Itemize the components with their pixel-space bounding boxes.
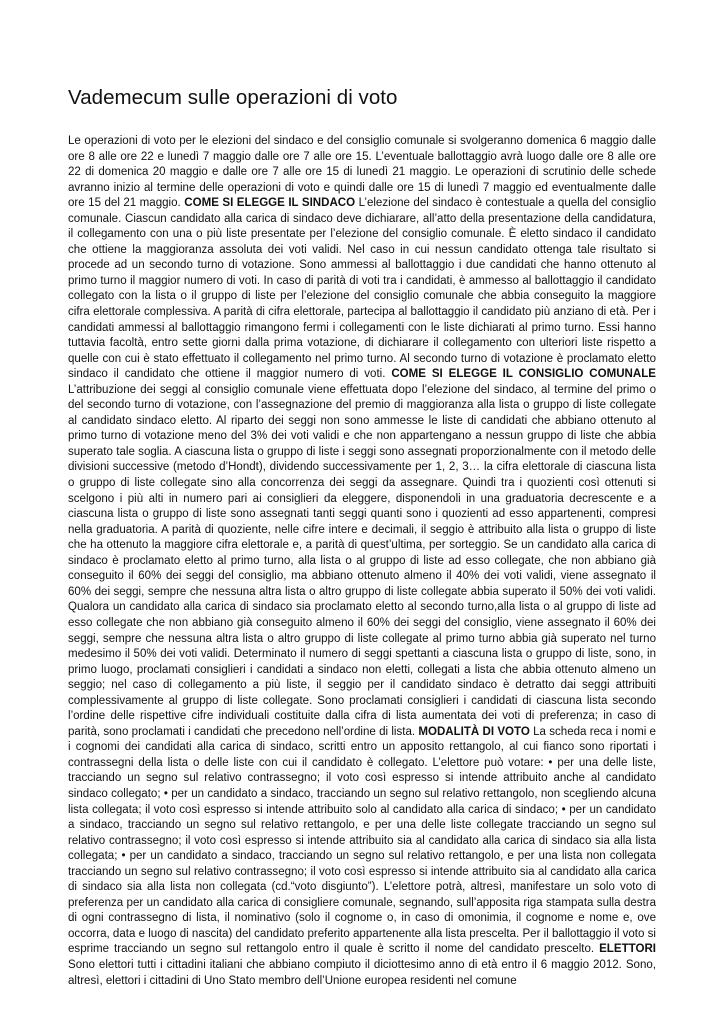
section-text-elettori: Sono elettori tutti i cittadini italiani che abbiano compiuto il diciottesimo anno di età entro il 6 maggio 2012. Sono, altresì, elettori i cittadini di Uno Stato membro dell’Unione europea residenti nel comune [68, 958, 656, 987]
section-text-consiglio: L’attribuzione dei seggi al consiglio comunale viene effettuata dopo l’elezione del sindaco, al termine del primo o del secondo turno di votazione, con l’assegnazione del premio di maggioranza alla lista o gruppo di liste collegate al candidato sindaco eletto. Al riparto dei seggi non sono ammesse le liste di candidati che abbiano ottenuto al primo turno di votazione meno del 3% dei voti validi e che non appartengano a nessun gruppo di liste che abbia superato tale soglia. A ciascuna lista o gruppo di liste i seggi sono assegnati proporzionalmente con il metodo delle divisioni successive (metodo d’Hondt), dividendo successivamente per 1, 2, 3… la cifra elettorale di ciascuna lista o gruppo di liste collegate sino alla concorrenza dei seggi da assegnare. Quindi tra i quozienti così ottenuti si scelgono i più alti in numero pari ai consiglieri da eleggere, disponendoli in una graduatoria decrescente e a ciascuna lista o gruppo di liste sono assegnati tanti seggi quanti sono i quozienti ad esso appartenenti, compresi nella graduatoria. A parità di quoziente, nelle cifre intere e decimali, il seggio è attribuito alla lista o gruppo di liste che ha ottenuto la maggiore cifra elettorale e, a parità di quest’ultima, per sorteggio. Se un candidato alla carica di sindaco è proclamato eletto al primo turno, alla lista o al gruppo di liste ad esso collegate, che non abbiano già conseguito il 60% dei seggi del consiglio, ma abbiano ottenuto almeno il 40% dei voti validi, viene assegnato il 60% dei seggi, sempre che nessuna altra lista o altro gruppo di liste collegate abbia superato il 50% dei voti validi. Qualora un candidato alla carica di sindaco sia proclamato eletto al secondo turno,alla lista o al gruppo di liste ad esso collegate che non abbiano già conseguito almeno il 60% dei seggi del consiglio, viene assegnato il 60% dei seggi, sempre che nessuna altra lista o altro gruppo di liste collegate al primo turno abbia già superato nel turno medesimo il 50% dei voti validi. Determinato il numero di seggi spettanti a ciascuna lista o gruppo di liste, sono, in primo luogo, proclamati consiglieri i candidati a sindaco non eletti, collegati a lista che abbia ottenuto almeno un seggio; nel caso di collegamento a più liste, il seggio per il candidato sindaco è detratto dai seggi attribuiti complessivamente al gruppo di liste collegate. Sono proclamati consiglieri i candidati di ciascuna lista secondo l’ordine delle rispettive cifre individuali costituite dalla cifra di lista aumentata dei voti di preferenza; in caso di parità, sono proclamati i candidati che precedono nell’ordine di lista. [68, 383, 656, 738]
section-text-modalita: La scheda reca i nomi e i cognomi dei candidati alla carica di sindaco, scritti entro un apposito rettangolo, al cui fianco sono riportati i contrassegni della lista o delle liste con cui il candidato è collegato. L’elettore può votare: • per una delle liste, tracciando un segno sul relativo contrassegno; il voto così espresso si intende attribuito anche al candidato sindaco collegato; • per un candidato a sindaco, tracciando un segno sul relativo rettangolo, non scegliendo alcuna lista collegata; il voto così espresso si intende attribuito solo al candidato alla carica di sindaco; • per un candidato a sindaco, tracciando un segno sul relativo rettangolo, e per una delle liste collegate tracciando un segno sul relativo contrassegno; il voto così espresso si intende attribuito sia al candidato alla carica di sindaco sia alla lista collegata; • per un candidato a sindaco, tracciando un segno sul relativo rettangolo, e per una lista non collegata tracciando un segno sul relativo contrassegno; il voto così espresso si intende attribuito sia al candidato alla carica di sindaco sia alla lista non collegata (cd.“voto disgiunto”). L’elettore potrà, altresì, manifestare un solo voto di preferenza per un candidato alla carica di consigliere comunale, segnando, sull’apposita riga stampata sulla destra di ogni contrassegno di lista, il nominativo (solo il cognome o, in caso di omonimia, il cognome e nome e, ove occorra, data e luogo di nascita) del candidato preferito appartenente alla lista prescelta. Per il ballottaggio il voto si esprime tracciando un segno sul rettangolo entro il quale è scritto il nome del candidato prescelto. [68, 725, 656, 956]
document-page [68, 84, 656, 989]
section-heading-consiglio: COME SI ELEGGE IL CONSIGLIO COMUNALE [391, 368, 656, 381]
section-text-sindaco: L’elezione del sindaco è contestuale a quella del consiglio comunale. Ciascun candidato alla carica di sindaco deve dichiarare, all’atto della presentazione della candidatura, il collegamento con una o più liste presentate per l’elezione del consiglio comunale. È eletto sindaco il candidato che ottiene la maggioranza assoluta dei voti validi. Nel caso in cui nessun candidato ottenga tale risultato si procede ad un secondo turno di votazione. Sono ammessi al ballottaggio i due candidati che hanno ottenuto al primo turno il maggior numero di voti. In caso di parità di voti tra i candidati, è ammesso al ballottaggio il candidato collegato con la lista o il gruppo di liste per l’elezione del consiglio comunale che abbia conseguito la maggiore cifra elettorale complessiva. A parità di cifra elettorale, partecipa al ballottaggio il candidato più anziano di età. Per i candidati ammessi al ballottaggio rimangono fermi i collegamenti con le liste dichiarati al primo turno. Essi hanno tuttavia facoltà, entro sette giorni dalla prima votazione, di dichiarare il collegamento con ulteriori liste rispetto a quelle con cui è stato effettuato il collegamento nel primo turno. Al secondo turno di votazione è proclamato eletto sindaco il candidato che ottiene il maggior numero di voti. [68, 197, 657, 381]
section-heading-elettori: ELETTORI [599, 943, 656, 956]
section-heading-modalita: MODALITÀ DI VOTO [418, 725, 530, 738]
document-body [68, 134, 656, 989]
intro-text: Le operazioni di voto per le elezioni del sindaco e del consiglio comunale si svolgeranno domenica 6 maggio dalle ore 8 alle ore 22 e lunedì 7 maggio dalle ore 7 alle ore 15. L’eventuale ballottaggio avrà luogo dalle ore 8 alle ore 22 di domenica 20 maggio e dalle ore 7 alle ore 15 di lunedì 21 maggio. Le operazioni di scrutinio delle schede avranno inizio al termine delle operazioni di voto e quindi dalle ore 15 di lunedì 7 maggio ed eventualmente dalle ore 15 del 21 maggio. [68, 135, 656, 210]
section-heading-sindaco: COME SI ELEGGE IL SINDACO [184, 197, 356, 210]
page-title: Vademecum sulle operazioni di voto [68, 86, 398, 109]
